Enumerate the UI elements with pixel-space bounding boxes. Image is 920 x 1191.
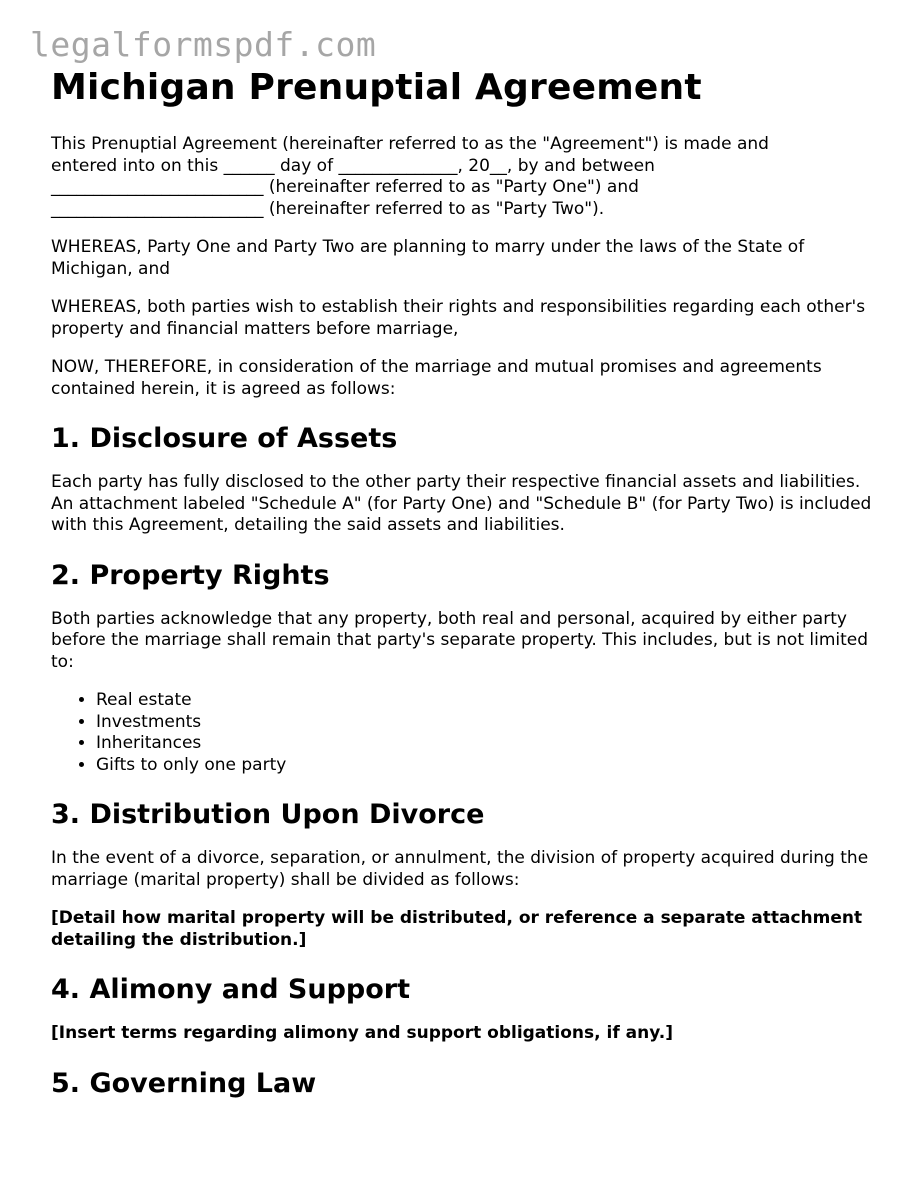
distribution-placeholder: [Detail how marital property will be distributed, or reference a separate attachment detailing the distribution.]: [51, 908, 863, 950]
alimony-placeholder: [Insert terms regarding alimony and support obligations, if any.]: [51, 1023, 673, 1043]
property-list: [51, 690, 881, 776]
list-item: • Investments: [96, 712, 881, 734]
section-body-distribution: In the event of a divorce, separation, or annulment, the division of property acquired during the marriage (marital property) shall be divided as follows:: [51, 848, 869, 890]
whereas-paragraph-2: WHEREAS, both parties wish to establish their rights and responsibilities regarding each other's property and financial matters before marriage,: [51, 297, 866, 339]
section-heading-governing-law: 5. Governing Law: [51, 1067, 317, 1099]
section-body-disclosure: Each party has fully disclosed to the other party their respective financial assets and liabilities. An attachment labeled "Schedule A" (for Party One) and "Schedule B" (for Party Two) is included with this Agreement, detailing the said assets and liabilities.: [51, 472, 872, 535]
now-therefore-paragraph: NOW, THEREFORE, in consideration of the marriage and mutual promises and agreements contained herein, it is agreed as follows:: [51, 357, 822, 399]
intro-line-3: _________________________ (hereinafter referred to as "Party One") and: [51, 177, 639, 197]
intro-paragraph: [51, 134, 881, 220]
intro-line-1: This Prenuptial Agreement (hereinafter referred to as the "Agreement") is made and: [51, 134, 769, 154]
list-item: • Real estate: [96, 690, 881, 712]
list-item: • Inheritances: [96, 733, 881, 755]
section-heading-distribution: 3. Distribution Upon Divorce: [51, 799, 485, 830]
section-heading-disclosure: 1. Disclosure of Assets: [51, 423, 398, 454]
section-heading-alimony: 4. Alimony and Support: [51, 974, 411, 1005]
section-heading-property-rights: 2. Property Rights: [51, 559, 330, 591]
section-body-property-rights: Both parties acknowledge that any property, both real and personal, acquired by either party before the marriage shall remain that party's separate property. This includes, but is not limited to:: [51, 608, 869, 672]
intro-line-4: _________________________ (hereinafter referred to as "Party Two").: [51, 198, 605, 219]
document-page: [51, 66, 881, 1117]
watermark-text: legalformspdf.com: [30, 25, 377, 64]
document-title: Michigan Prenuptial Agreement: [51, 67, 702, 108]
intro-line-2: entered into on this ______ day of ______________, 20__, by and between: [51, 155, 655, 176]
whereas-paragraph-1: WHEREAS, Party One and Party Two are planning to marry under the laws of the State of Michigan, and: [51, 237, 805, 279]
list-item: • Gifts to only one party: [96, 755, 881, 777]
